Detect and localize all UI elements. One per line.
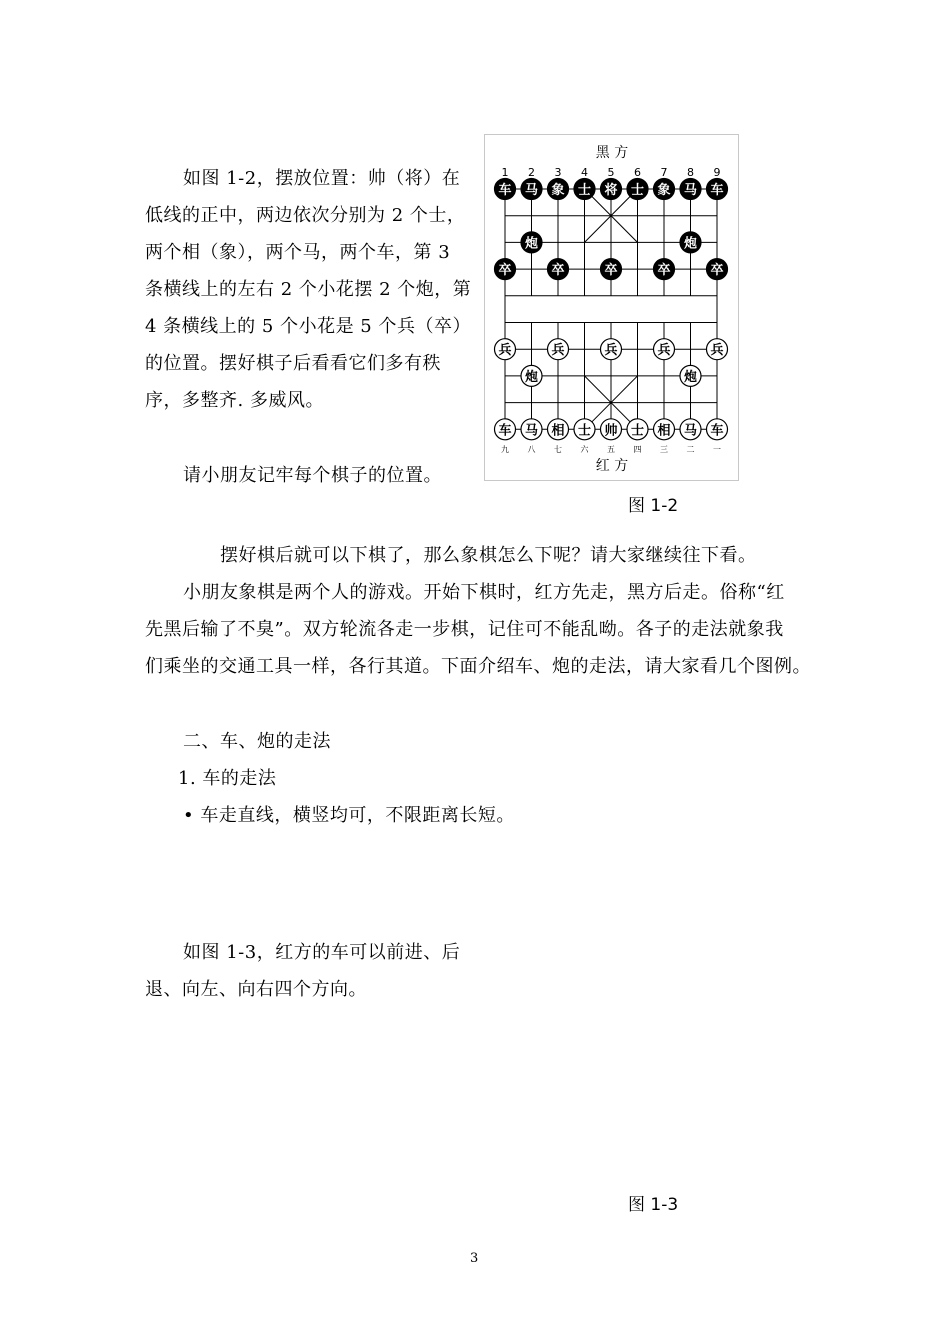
- black-piece: [495, 179, 516, 200]
- top-file-number: 6: [634, 166, 641, 179]
- left-paragraph-line: 条横线上的左右 2 个小花摆 2 个炮，第: [145, 279, 472, 300]
- left-paragraph-line: 4 条横线上的 5 个小花是 5 个兵（卒）: [145, 316, 471, 337]
- red-piece-label: 兵: [657, 343, 671, 359]
- red-piece: [654, 339, 675, 360]
- top-file-number: 9: [713, 166, 721, 179]
- black-piece: [521, 179, 542, 200]
- left-paragraph-line: 如图 1-2，摆放位置：帅（将）在: [183, 168, 461, 189]
- red-piece-label: 车: [498, 423, 512, 439]
- red-piece-label: 炮: [683, 369, 698, 385]
- body-line: 小朋友象棋是两个人的游戏。开始下棋时，红方先走，黑方后走。俗称“红: [183, 582, 785, 603]
- red-piece: [601, 419, 622, 440]
- bottom-file-number: 六: [580, 445, 589, 454]
- red-piece: [495, 419, 516, 440]
- top-file-number: 7: [660, 166, 668, 179]
- black-piece: [707, 259, 728, 280]
- fig-1-3-text-line: 退、向左、向右四个方向。: [145, 979, 367, 1000]
- red-piece: [601, 339, 622, 360]
- red-piece: [495, 339, 516, 360]
- red-piece-label: 兵: [551, 343, 565, 359]
- black-piece: [654, 179, 675, 200]
- red-piece-label: 士: [630, 423, 645, 439]
- section-subheading: 1. 车的走法: [178, 768, 277, 789]
- black-piece-label: 卒: [604, 263, 618, 279]
- board-grid: [505, 189, 717, 429]
- red-piece: [521, 419, 542, 440]
- bottom-file-number: 三: [660, 445, 668, 454]
- black-piece-label: 象: [551, 183, 565, 198]
- red-piece: [707, 419, 728, 440]
- black-piece: [495, 259, 516, 280]
- bullet-line: • 车走直线，横竖均可，不限距离长短。: [183, 805, 515, 826]
- body-line: 先黑后输了不臭”。双方轮流各走一步棋，记住可不能乱呦。各子的走法就象我: [145, 619, 784, 640]
- red-piece-label: 相: [551, 423, 565, 439]
- bottom-file-number: 五: [607, 445, 615, 454]
- bottom-file-number: 七: [554, 445, 562, 454]
- bottom-file-number: 一: [713, 445, 721, 454]
- black-piece-label: 卒: [498, 263, 512, 279]
- top-file-number: 4: [581, 166, 588, 179]
- black-piece: [601, 179, 622, 200]
- black-piece-label: 将: [604, 183, 618, 198]
- top-file-number: 8: [687, 166, 694, 179]
- red-piece-label: 兵: [710, 343, 724, 359]
- black-piece: [548, 179, 569, 200]
- top-file-number: 2: [528, 166, 535, 179]
- red-piece-label: 兵: [604, 343, 618, 359]
- figure-1-2-caption: 图 1-2: [628, 496, 679, 516]
- black-piece-label: 士: [577, 183, 592, 198]
- figure-1-3-caption: 图 1-3: [628, 1195, 679, 1215]
- black-piece: [601, 259, 622, 280]
- bottom-file-number: 二: [686, 445, 695, 454]
- left-paragraph-line: 两个相（象），两个马，两个车，第 3: [145, 242, 451, 263]
- red-piece: [680, 419, 701, 440]
- black-piece: [548, 259, 569, 280]
- xiangqi-board-figure: [484, 134, 739, 481]
- left-paragraph-line: 低线的正中，两边依次分别为 2 个士，: [145, 205, 466, 226]
- black-piece-label: 士: [630, 183, 645, 198]
- black-piece: [654, 259, 675, 280]
- red-piece: [548, 419, 569, 440]
- top-file-number: 1: [501, 166, 509, 179]
- page-number: 3: [470, 1251, 479, 1266]
- bottom-file-number: 八: [527, 445, 536, 454]
- black-piece: [574, 179, 595, 200]
- top-file-number: 5: [607, 166, 615, 179]
- red-piece: [521, 365, 542, 386]
- red-piece: [680, 365, 701, 386]
- black-piece-label: 车: [498, 183, 512, 198]
- red-piece-label: 马: [683, 423, 698, 439]
- black-piece-label: 炮: [524, 236, 539, 252]
- red-piece-label: 兵: [498, 343, 512, 359]
- red-piece: [707, 339, 728, 360]
- black-piece: [680, 232, 701, 253]
- bottom-file-number: 四: [633, 445, 642, 454]
- body-line: 们乘坐的交通工具一样，各行其道。下面介绍车、炮的走法，请大家看几个图例。: [145, 656, 811, 677]
- red-side-label: 红 方: [595, 458, 629, 474]
- black-piece: [707, 179, 728, 200]
- fig-1-3-text-line: 如图 1-3，红方的车可以前进、后: [183, 942, 461, 963]
- top-file-number: 3: [554, 166, 562, 179]
- black-piece-label: 卒: [710, 263, 724, 279]
- black-piece-label: 象: [657, 183, 671, 198]
- red-piece: [548, 339, 569, 360]
- red-piece-label: 相: [657, 423, 671, 439]
- black-piece-label: 车: [710, 183, 724, 198]
- xiangqi-board: [485, 135, 740, 482]
- red-piece-label: 车: [710, 423, 724, 439]
- red-piece-label: 炮: [524, 369, 539, 385]
- body-line: 摆好棋后就可以下棋了，那么象棋怎么下呢？请大家继续往下看。: [220, 545, 757, 566]
- black-piece-label: 马: [524, 183, 539, 198]
- black-piece-label: 卒: [657, 263, 671, 279]
- black-piece-label: 炮: [683, 236, 698, 252]
- red-piece-label: 士: [577, 423, 592, 439]
- black-piece: [521, 232, 542, 253]
- red-piece: [574, 419, 595, 440]
- black-side-label: 黑 方: [595, 145, 629, 161]
- remember-line: 请小朋友记牢每个棋子的位置。: [183, 465, 442, 486]
- left-paragraph-line: 的位置。摆好棋子后看看它们多有秩: [145, 353, 441, 374]
- red-piece-label: 帅: [604, 423, 618, 439]
- black-piece: [627, 179, 648, 200]
- red-piece: [654, 419, 675, 440]
- left-paragraph-line: 序，多整齐. 多威风。: [145, 390, 324, 411]
- black-piece-label: 马: [683, 183, 698, 198]
- section-heading: 二、车、炮的走法: [183, 731, 331, 752]
- bottom-file-number: 九: [501, 445, 509, 454]
- black-piece-label: 卒: [551, 263, 565, 279]
- red-piece: [627, 419, 648, 440]
- black-piece: [680, 179, 701, 200]
- red-piece-label: 马: [524, 423, 539, 439]
